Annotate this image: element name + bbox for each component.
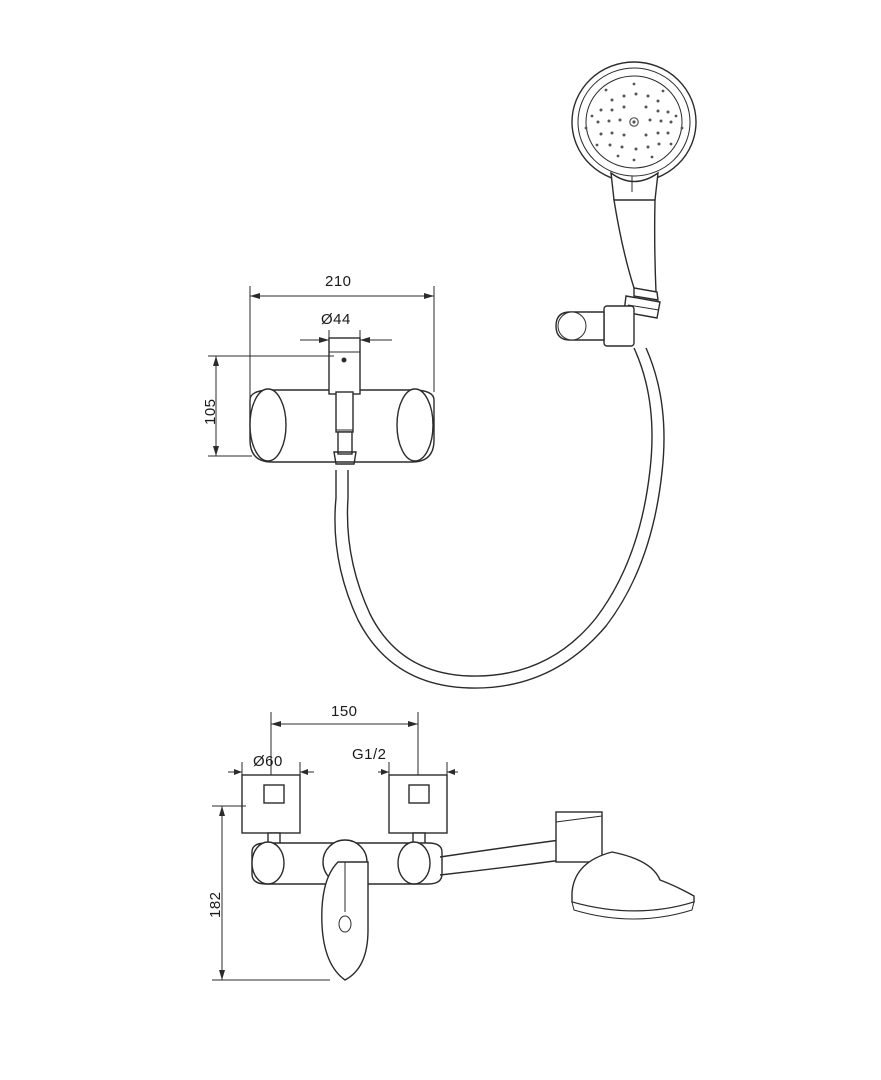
shower-holder <box>556 306 634 346</box>
wall-mixer-body-front <box>250 338 434 464</box>
dimension-label-d44: Ø44 <box>321 311 351 328</box>
dimension-label-d60: Ø60 <box>253 753 283 770</box>
hand-shower-head <box>572 62 696 318</box>
dimension-label-182: 182 <box>207 891 224 918</box>
dimension-label-105: 105 <box>202 398 219 425</box>
dimension-label-150: 150 <box>331 703 358 720</box>
dimension-label-g12: G1/2 <box>352 746 387 763</box>
side-view-shower-arm <box>440 812 602 875</box>
side-view-shower-head <box>572 852 694 919</box>
dimension-label-210: 210 <box>325 273 352 290</box>
side-view-mixer-body <box>252 840 442 980</box>
dimension-150 <box>271 712 418 775</box>
